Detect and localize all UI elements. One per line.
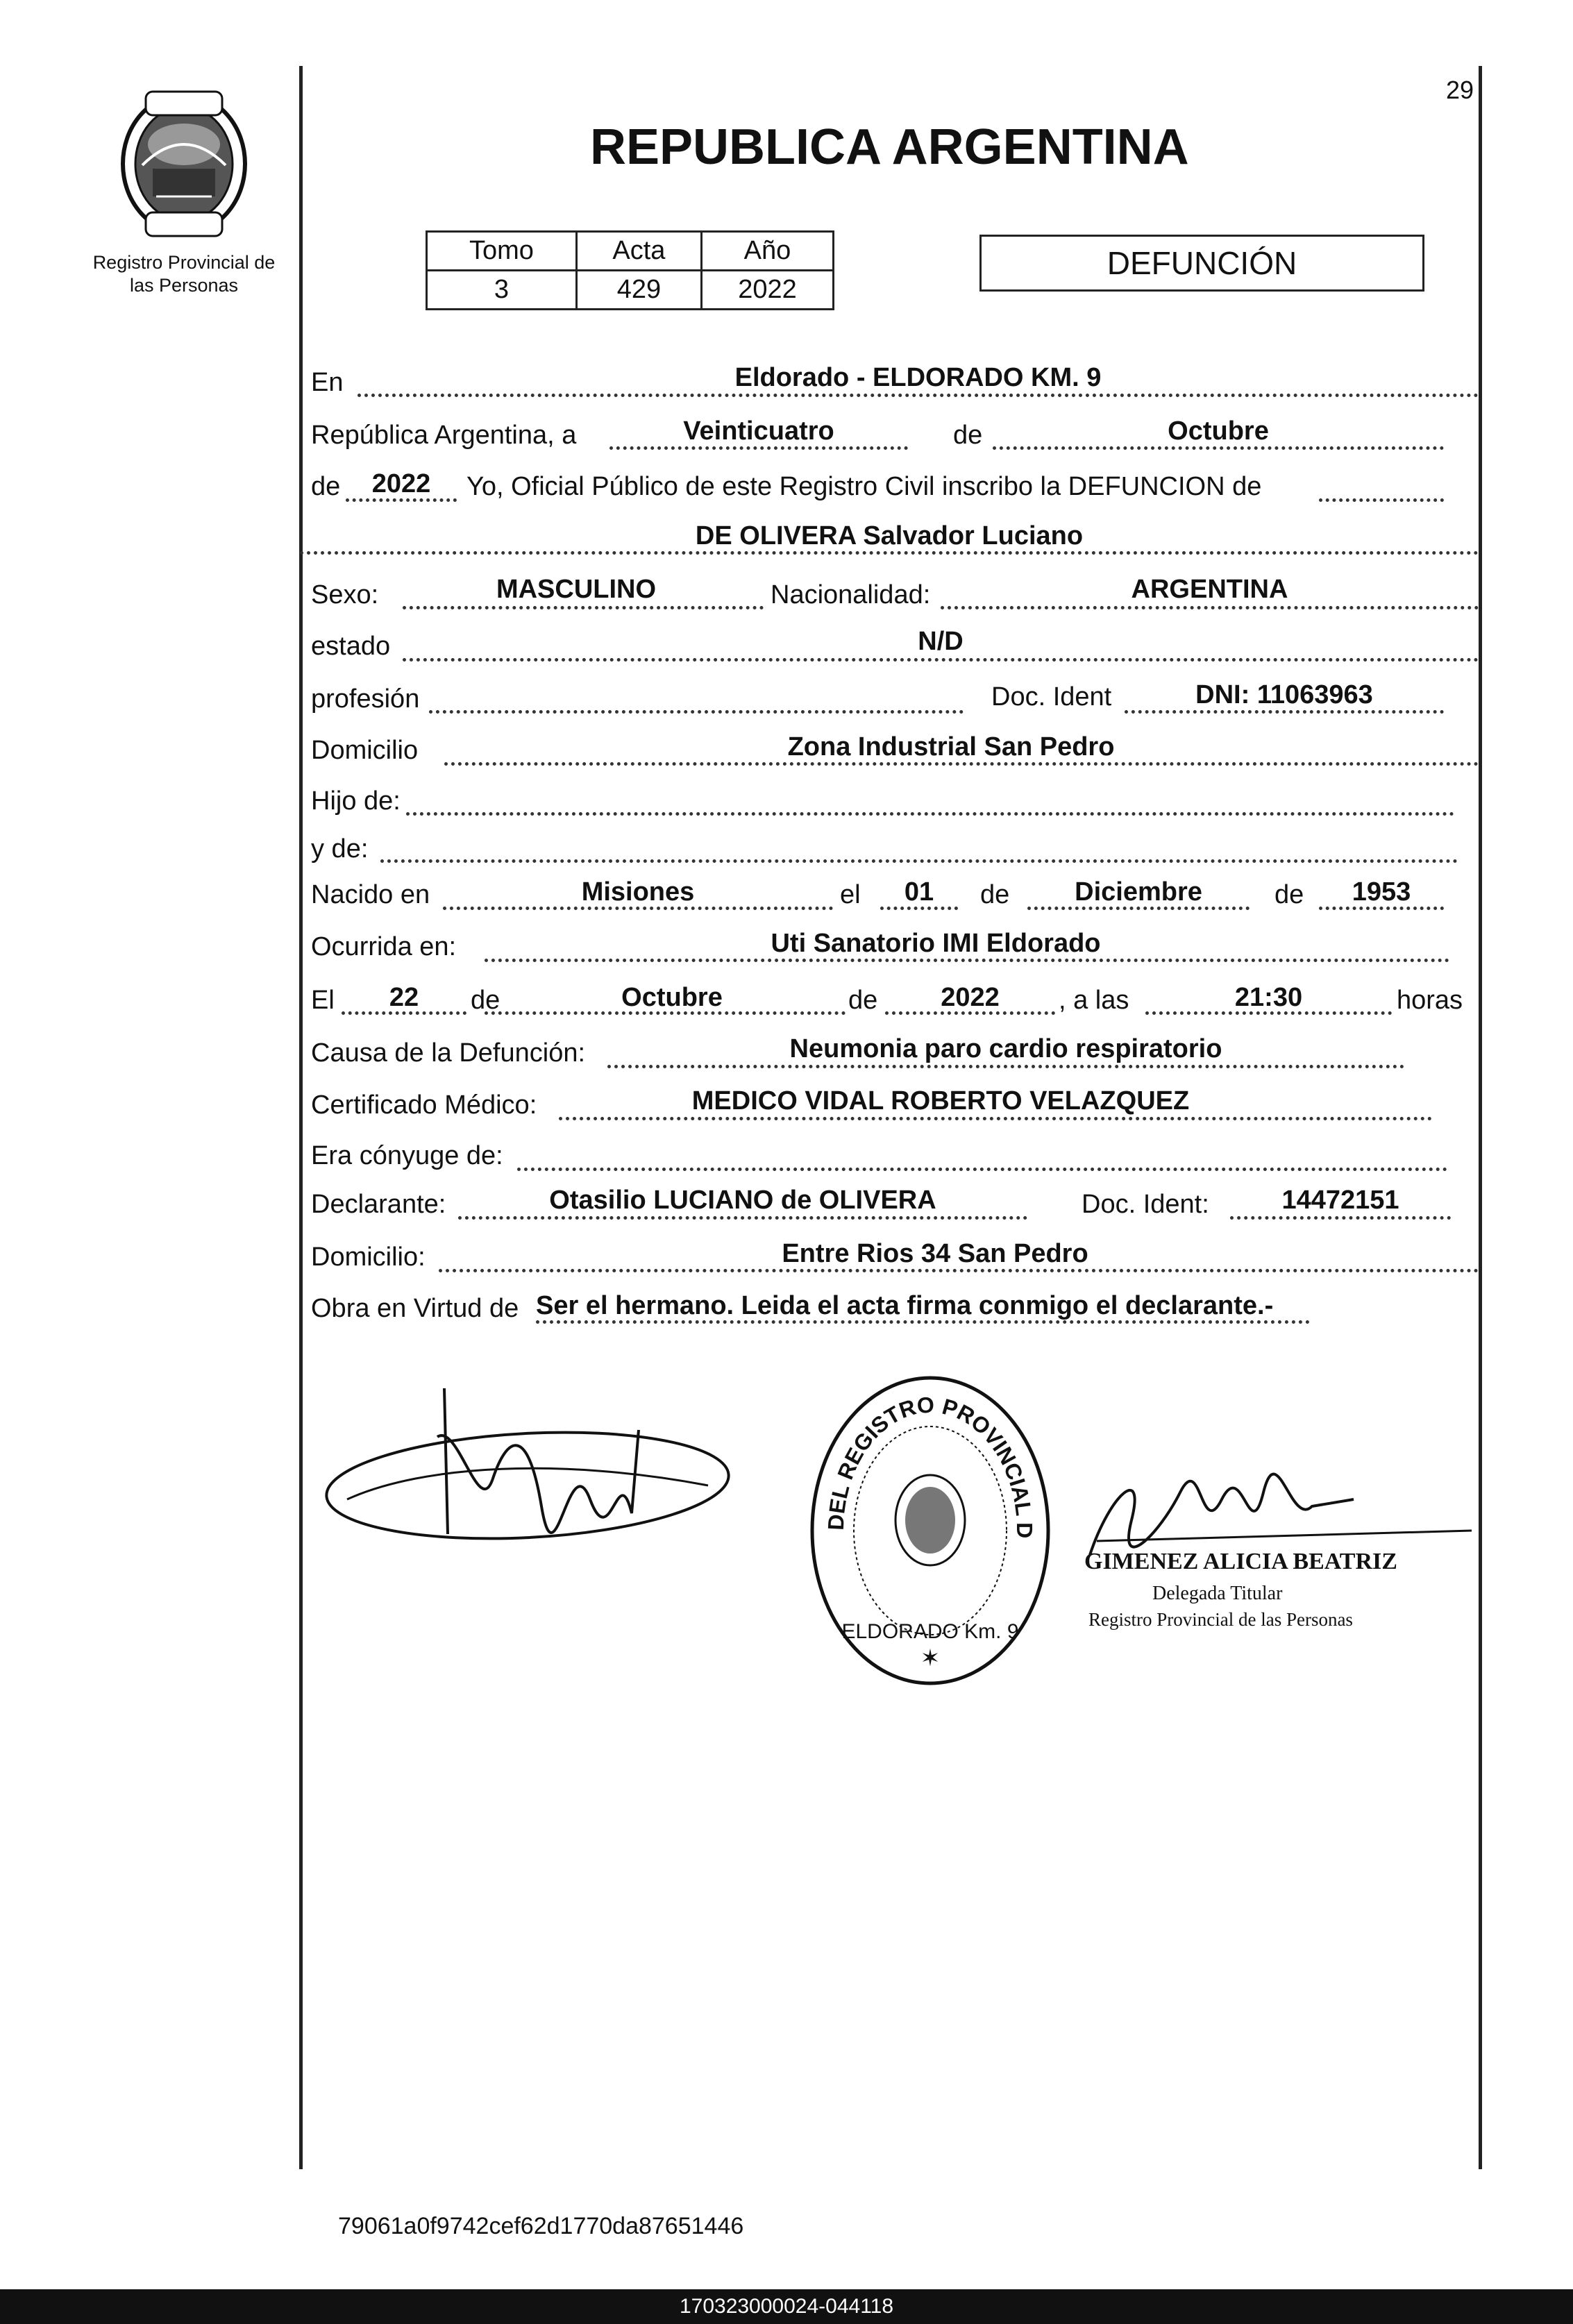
- nacido-el-label: el: [840, 880, 861, 909]
- official-stamp: [805, 1371, 1055, 1690]
- estado-label: estado: [311, 632, 391, 661]
- hijo-dots: [406, 812, 1454, 816]
- conyuge-label: Era cónyuge de:: [311, 1141, 503, 1170]
- barcode-id: 170323000024-044118: [679, 2295, 894, 2318]
- ocurrida-value: Uti Sanatorio IMI Eldorado: [771, 929, 1101, 958]
- mes-de-label: de: [953, 421, 983, 450]
- sexo-dots: [403, 606, 764, 609]
- declarante-value: Otasilio LUCIANO de OLIVERA: [549, 1186, 936, 1215]
- nacido-lugar: Misiones: [581, 877, 695, 907]
- obra-value: Ser el hermano. Leida el acta firma conmigo el declarante.-: [536, 1291, 1274, 1320]
- record-table-header-row: [427, 232, 834, 271]
- certificado-value: MEDICO VIDAL ROBERTO VELAZQUEZ: [691, 1086, 1190, 1115]
- page-title: REPUBLICA ARGENTINA: [590, 119, 1189, 175]
- conyuge-dots: [517, 1168, 1447, 1171]
- estado-dots: [403, 658, 1479, 662]
- certificado-dots: [559, 1117, 1432, 1120]
- svg-text:✶: ✶: [920, 1644, 941, 1672]
- org-name-line2: las Personas: [129, 275, 239, 296]
- nacionalidad-value: ARGENTINA: [1131, 575, 1288, 604]
- mes-value: Octubre: [1168, 416, 1269, 446]
- declarante-dots: [458, 1216, 1027, 1220]
- doc-ident-value: DNI: 11063963: [1195, 680, 1373, 709]
- nacido-lugar-dots: [443, 907, 833, 910]
- yo-dots: [1319, 498, 1444, 502]
- domicilio2-label: Domicilio:: [311, 1243, 426, 1272]
- obra-label: Obra en Virtud de: [311, 1294, 519, 1323]
- record-value-anio: 2022: [701, 271, 833, 310]
- stamp-bottom-text: ELDORADO Km. 9: [841, 1620, 1019, 1643]
- doc-ident2-value: 14472151: [1281, 1186, 1399, 1215]
- right-border-line: [1479, 66, 1482, 2169]
- deceased-name: DE OLIVERA Salvador Luciano: [695, 521, 1084, 550]
- doc-ident2-dots: [1230, 1216, 1451, 1220]
- nacido-label: Nacido en: [311, 880, 430, 909]
- yo-text: Yo, Oficial Público de este Registro Civil inscribo la DEFUNCION de: [466, 472, 1262, 501]
- anio-de-label: de: [311, 472, 341, 501]
- def-alas-label: , a las: [1059, 986, 1129, 1015]
- certificado-label: Certificado Médico:: [311, 1091, 537, 1120]
- sexo-value: MASCULINO: [496, 575, 657, 604]
- domicilio-label: Domicilio: [311, 736, 419, 765]
- doc-type-box: [979, 235, 1424, 292]
- officer-org: Registro Provincial de las Personas: [1088, 1609, 1353, 1630]
- def-horas-label: horas: [1397, 986, 1463, 1015]
- hijo-label: Hijo de:: [311, 786, 401, 816]
- nacido-anio: 1953: [1352, 877, 1411, 907]
- record-header-tomo: Tomo: [427, 232, 577, 271]
- nacido-mes: Diciembre: [1075, 877, 1202, 907]
- record-table: [426, 230, 834, 310]
- officer-signature: [1083, 1465, 1479, 1562]
- misiones-emblem: [115, 82, 253, 242]
- def-el-label: El: [311, 986, 335, 1015]
- domicilio2-value: Entre Rios 34 San Pedro: [782, 1239, 1088, 1268]
- profesion-dots: [429, 710, 964, 714]
- declarante-label: Declarante:: [311, 1190, 446, 1219]
- nacido-de2-label: de: [1275, 880, 1304, 909]
- officer-title: Delegada Titular: [1152, 1583, 1283, 1604]
- profesion-label: profesión: [311, 684, 420, 714]
- ocurrida-dots: [485, 959, 1449, 962]
- causa-label: Causa de la Defunción:: [311, 1038, 586, 1068]
- record-value-tomo: 3: [427, 271, 577, 310]
- doc-type-label: DEFUNCIÓN: [1107, 245, 1297, 281]
- nacido-dia: 01: [904, 877, 934, 907]
- org-name-line1: Registro Provincial de: [92, 252, 276, 273]
- nacido-anio-dots: [1319, 907, 1444, 910]
- doc-ident-label: Doc. Ident: [991, 682, 1112, 711]
- stamp-ring-text: DEL REGISTRO PROVINCIAL D: [823, 1392, 1038, 1539]
- en-dots: [358, 394, 1479, 397]
- record-value-acta: 429: [576, 271, 701, 310]
- nombre-dots: [300, 551, 1479, 555]
- def-de2-label: de: [848, 986, 878, 1015]
- ocurrida-label: Ocurrida en:: [311, 932, 457, 961]
- nacido-dia-dots: [880, 907, 958, 910]
- def-de1-label: de: [471, 986, 500, 1015]
- record-table-value-row: [427, 271, 834, 310]
- republica-label: República Argentina, a: [311, 421, 577, 450]
- nacido-de1-label: de: [980, 880, 1010, 909]
- record-header-acta: Acta: [576, 232, 701, 271]
- def-mes: Octubre: [621, 983, 723, 1012]
- domicilio2-dots: [439, 1269, 1479, 1272]
- sexo-label: Sexo:: [311, 580, 379, 609]
- def-anio: 2022: [941, 983, 1000, 1012]
- estado-value: N/D: [918, 627, 964, 656]
- officer-name: GIMENEZ ALICIA BEATRIZ: [1084, 1549, 1397, 1574]
- en-value: Eldorado - ELDORADO KM. 9: [734, 363, 1102, 392]
- domicilio-value: Zona Industrial San Pedro: [787, 732, 1115, 761]
- nacido-mes-dots: [1027, 907, 1250, 910]
- footer-strip: [0, 2289, 1573, 2324]
- mes-dots: [993, 446, 1444, 450]
- declarant-signature: [319, 1381, 743, 1562]
- anio-value: 2022: [371, 469, 431, 498]
- doc-ident-dots: [1125, 710, 1444, 714]
- dia-value: Veinticuatro: [683, 416, 834, 446]
- dia-dots: [609, 446, 908, 450]
- domicilio-dots: [444, 762, 1479, 766]
- obra-dots: [536, 1320, 1310, 1324]
- left-border-line: [299, 66, 303, 2169]
- yde-label: y de:: [311, 834, 369, 864]
- causa-dots: [607, 1065, 1404, 1068]
- def-hora: 21:30: [1234, 983, 1303, 1012]
- yde-dots: [380, 859, 1458, 863]
- en-label: En: [311, 368, 344, 397]
- def-dia: 22: [389, 983, 419, 1012]
- nacionalidad-label: Nacionalidad:: [771, 580, 931, 609]
- nacionalidad-dots: [941, 606, 1479, 609]
- page-number: 29: [1446, 76, 1474, 104]
- doc-ident2-label: Doc. Ident:: [1082, 1190, 1209, 1219]
- record-header-anio: Año: [701, 232, 833, 271]
- document-hash: 79061a0f9742cef62d1770da87651446: [338, 2213, 744, 2239]
- anio-dots: [346, 498, 457, 502]
- causa-value: Neumonia paro cardio respiratorio: [789, 1034, 1222, 1063]
